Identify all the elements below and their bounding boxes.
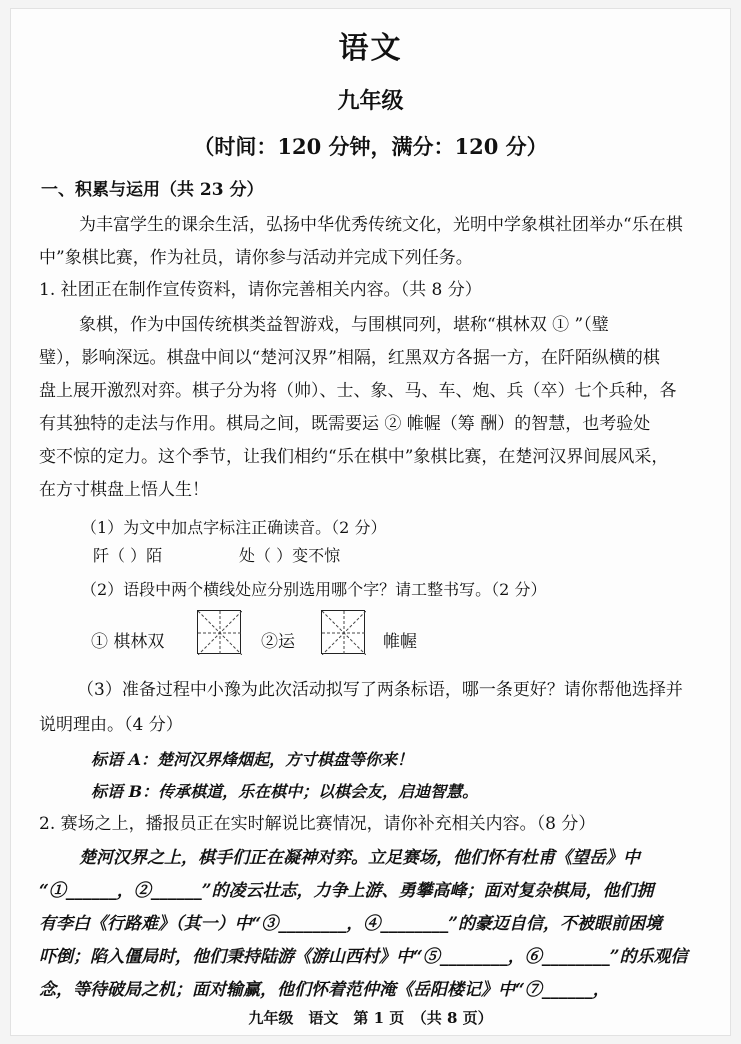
question-1-title: 1. 社团正在制作宣传资料，请你完善相关内容。（共 8 分）	[39, 280, 482, 300]
q2-passage-line-4: 吓倒；陷入僵局时，他们秉持陆游《游山西村》中“⑤________，⑥________”的乐观信	[39, 947, 688, 967]
page-footer: 九年级 语文 第 1 页 （共 8 页）	[248, 1009, 493, 1027]
slogan-a: 标语 A：楚河汉界烽烟起，方寸棋盘等你来！	[91, 750, 413, 769]
sub-question-2-title: （2）语段中两个横线处应分别选用哪个字？请工整书写。（2 分）	[81, 580, 547, 599]
grade-title: 九年级	[337, 88, 404, 114]
q2-passage-line-1: 楚河汉界之上，棋手们正在凝神对弈。立足赛场，他们怀有杜甫《望岳》中	[79, 848, 640, 868]
passage-line-1: 象棋，作为中国传统棋类益智游戏，与围棋同列，堪称“棋林双 ① ”（璧	[79, 315, 609, 335]
blank-1-label: ① 棋林双	[91, 632, 165, 652]
intro-line-1: 为丰富学生的课余生活，弘扬中华优秀传统文化，光明中学象棋社团举办“乐在棋	[79, 215, 683, 235]
passage-line-4: 有其独特的走法与作用。棋局之间，既需要运 ② 帷幄（筹 酬）的智慧，也考验处	[39, 414, 651, 434]
subject-title: 语文	[338, 31, 403, 66]
sub-question-1-title: （1）为文中加点字标注正确读音。（2 分）	[81, 518, 387, 537]
grid-lines-icon	[198, 611, 242, 655]
section-title: 一、积累与运用（共 23 分）	[41, 180, 264, 200]
blank-2-label: ②运	[261, 632, 295, 652]
writing-grid-1[interactable]	[197, 610, 241, 654]
passage-line-6: 在方寸棋盘上悟人生！	[39, 480, 209, 500]
q2-passage-line-3: 有李白《行路难》（其一）中“③________，④________”的豪迈自信，不被眼前困境	[39, 914, 663, 934]
sub-question-3-title-cont: 说明理由。（4 分）	[39, 715, 183, 735]
question-2-title: 2. 赛场之上，播报员正在实时解说比赛情况，请你补充相关内容。（8 分）	[39, 814, 596, 834]
grid-lines-icon	[322, 611, 366, 655]
slogan-b: 标语 B：传承棋道，乐在棋中；以棋会友，启迪智慧。	[91, 782, 479, 801]
passage-line-3: 盘上展开激烈对弈。棋子分为将（帅）、士、象、马、车、炮、兵（卒）七个兵种，各	[39, 381, 677, 401]
writing-grid-2[interactable]	[321, 610, 365, 654]
exam-page	[10, 8, 731, 1036]
passage-line-5: 变不惊的定力。这个季节，让我们相约“乐在棋中”象棋比赛，在楚河汉界间展风采，	[39, 447, 669, 467]
blank-2-suffix: 帷幄	[383, 632, 417, 652]
q2-passage-line-5: 念，等待破局之机；面对输赢，他们怀着范仲淹《岳阳楼记》中“⑦______，	[39, 980, 610, 1000]
passage-line-2: 璧），影响深远。棋盘中间以“楚河汉界”相隔，红黑双方各据一方，在阡陌纵横的棋	[39, 348, 660, 368]
time-info: （时间：120 分钟，满分：120 分）	[193, 134, 548, 159]
sub-question-3-title: （3）准备过程中小豫为此次活动拟写了两条标语，哪一条更好？请你帮他选择并	[77, 680, 683, 700]
pinyin-item-2: 处（ ）变不惊	[239, 546, 341, 565]
pinyin-item-1: 阡（ ）陌	[93, 546, 163, 565]
q2-passage-line-2: “①______，②______”的凌云壮志，力争上游、勇攀高峰；面对复杂棋局，他们拥	[39, 881, 654, 901]
intro-line-2: 中”象棋比赛，作为社员，请你参与活动并完成下列任务。	[39, 248, 473, 268]
